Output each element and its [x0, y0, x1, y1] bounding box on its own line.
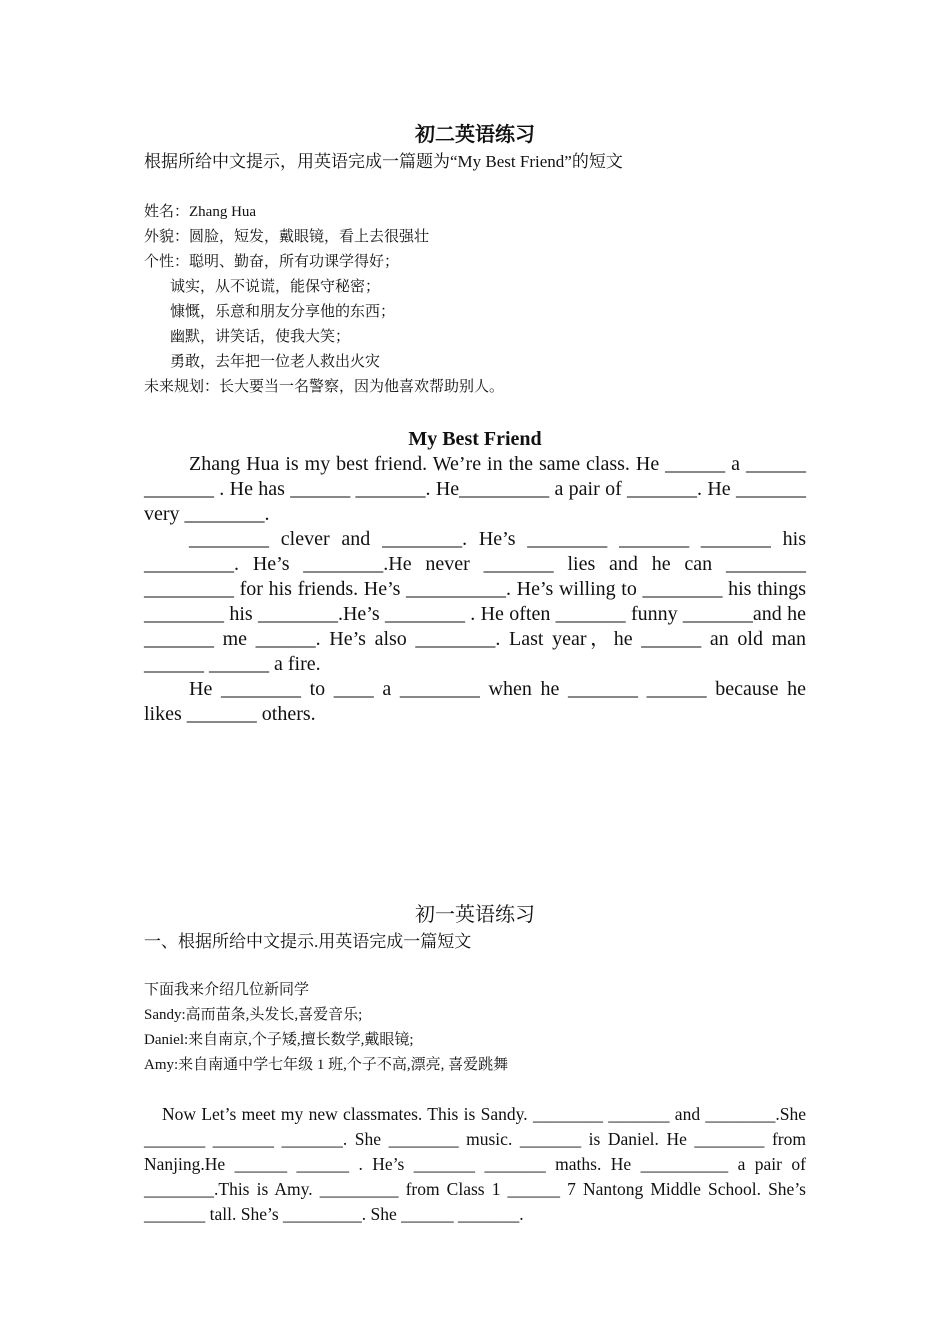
grade8-essay: [144, 452, 806, 727]
spacer: [144, 727, 806, 900]
grade8-title: 初二英语练习: [415, 124, 535, 146]
grade7-essay: [144, 1102, 806, 1227]
info-honest: 诚实，从不说谎，能保守秘密；: [170, 279, 381, 295]
info-generous: 慷慨，乐意和朋友分享他的东西；: [170, 304, 396, 320]
essay-paragraph-2: ________ clever and ________. He’s ________ _______ _______ his _________. He’s ________.He never _______ lies and he can ________ _________ for his friends. He’s __________. He’s willing to ________ his things ________ his ________.He’s ________ . He often _______ funny _______and he _______ me ______. He’s also ________. Last year，he ______ an old man ______ ______ a fire.: [144, 528, 806, 675]
essay-paragraph-3: He ________ to ____ a ________ when he _______ ______ because he likes _______ others.: [144, 678, 806, 725]
info-daniel: Daniel:来自南京,个子矮,擅长数学,戴眼镜;: [144, 1032, 414, 1048]
spacer: [144, 400, 806, 426]
essay-title: My Best Friend: [408, 428, 542, 450]
info-amy: Amy:来自南通中学七年级 1 班,个子不高,漂亮, 喜爱跳舞: [144, 1057, 509, 1073]
grade8-instruction: 根据所给中文提示，用英语完成一篇题为“My Best Friend”的短文: [144, 152, 623, 171]
info-brave: 勇敢，去年把一位老人救出火灾: [170, 354, 381, 370]
grade7-title: 初一英语练习: [415, 904, 535, 926]
info-name: 姓名：Zhang Hua: [144, 204, 257, 220]
spacer: [144, 1078, 806, 1102]
essay-paragraph-1: Zhang Hua is my best friend. We’re in the same class. He ______ a ______ _______ . He has ______ _______. He_________ a pair of _______. He _______ very ________.: [144, 453, 806, 525]
document-content: [144, 120, 806, 1227]
info-appearance: 外貌：圆脸，短发，戴眼镜，看上去很强壮: [144, 229, 430, 245]
info-personality: 个性：聪明、勤奋，所有功课学得好；: [144, 254, 400, 270]
grade7-essay-paragraph: Now Let’s meet my new classmates. This is Sandy. ________ _______ and ________.She _______ _______ _______. She ________ music. _______ is Daniel. He ________ from Nanjing.He ______ ______ . He’s _______ _______ maths. He __________ a pair of ________.This is Amy. _________ from Class 1 ______ 7 Nantong Middle School. She’s _______ tall. She’s _________. She ______ _______.: [144, 1104, 806, 1224]
info-sandy: Sandy:高而苗条,头发长,喜爱音乐;: [144, 1007, 363, 1023]
grade7-info-list: [144, 978, 806, 1078]
spacer: [144, 954, 806, 978]
grade8-info-list: [144, 200, 806, 400]
info-future: 未来规划：长大要当一名警察，因为他喜欢帮助别人。: [144, 379, 505, 395]
grade7-intro: 下面我来介绍几位新同学: [144, 982, 310, 998]
spacer: [144, 174, 806, 200]
grade7-instruction: 一、根据所给中文提示.用英语完成一篇短文: [144, 932, 472, 951]
info-humor: 幽默，讲笑话，使我大笑；: [170, 329, 351, 345]
